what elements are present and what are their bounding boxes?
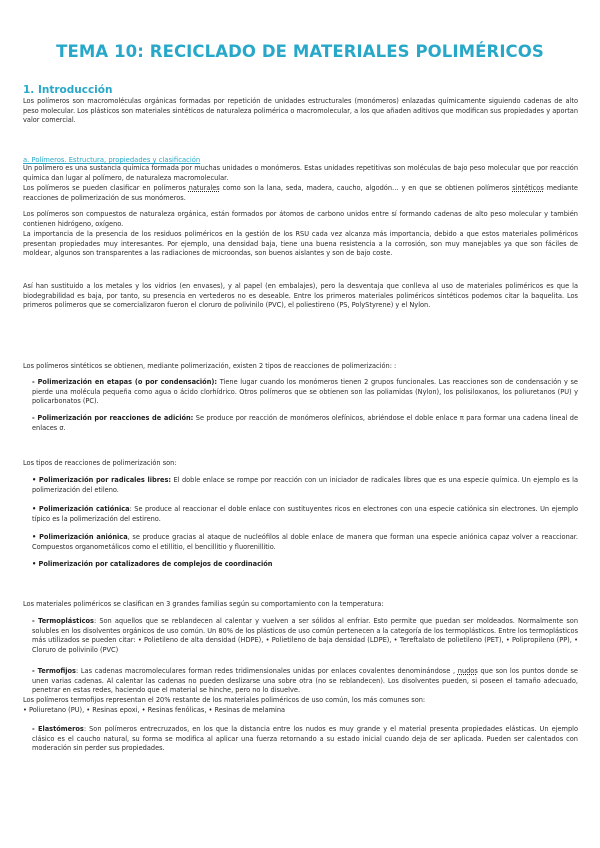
item-text: El doble enlace se rompe por reacción con un iniciador de radicales libres que es una especie química. Un ejemplo es la polimerización del etileno. (32, 476, 578, 494)
item-text: : Son aquellos que se reblandecen al calentar y vuelven a ser sólidos al enfriar. Esto permite que puedan ser moldeados. Normalmente son solubles en los disolventes orgánicos de uso común. Un 80% de los plásticos de uso común pertenecen a la categoría de los termoplásticos. Entre los termoplásticos más utilizados se pueden citar: • Polietileno de alta densidad (HDPE), • Polietileno de baja densidad (LDPE), • Tereftalato de polietileno (PET), • Polipropileno (PP), • Cloruro de polivinilo (PVC) (32, 617, 578, 655)
item-text: , se produce gracias al ataque de nucleófilos al doble enlace de manera que forman una especie aniónica capaz volver a reaccionar. Compuestos organometálicos como el etillitio, el bencillitio y fluorenillitio. (32, 533, 578, 551)
text-fragment: mediante reacciones de polimerización de sus monómeros. (23, 184, 578, 202)
section-heading-introduccion: 1. Introducción (23, 84, 113, 96)
list-item-termoplasticos (32, 617, 578, 656)
list-item-anionica (32, 533, 578, 552)
item-label: - Elastómeros (32, 725, 84, 733)
list-item-cationica (32, 505, 578, 524)
item-label: - Polimerización por reacciones de adición: (32, 414, 194, 422)
item-label: - Termofijos (32, 667, 76, 675)
paragraph-importance: La importancia de la presencia de los residuos poliméricos en la gestión de los RSU cada vez alcanza más importancia, debido a que estos materiales poliméricos presentan propiedades muy interesantes. Por ejemplo, una densidad baja, tiene una buena resistencia a la corrosión, son muy manejables ya que son fáciles de moldear, algunos son transparentes a las radiaciones de microondas, son buenos aislantes y son de bajo coste. (23, 230, 578, 258)
item-label: - Termoplásticos (32, 617, 94, 625)
item-text: : Se produce al reaccionar el doble enlace con sustituyentes ricos en electrones con una especie catiónica sin electrones. Un ejemplo típico es la polimerización del estireno. (32, 505, 578, 523)
item-text: : Las cadenas macromoleculares forman redes tridimensionales unidas por enlaces covalentes denominándose , (75, 667, 458, 675)
text-fragment: Los polímeros se pueden clasificar en polímeros (23, 184, 189, 192)
paragraph-classification (23, 184, 578, 203)
list-item-termofijos (32, 667, 578, 696)
paragraph-types-intro: Los tipos de reacciones de polimerización son: (23, 459, 177, 467)
paragraph-synthesis-intro: Los polímeros sintéticos se obtienen, mediante polimerización, existen 2 tipos de reacciones de polimerización: : (23, 362, 397, 370)
page-title: TEMA 10: RECICLADO DE MATERIALES POLIMÉRICOS (56, 42, 544, 61)
term-naturales: naturales (188, 184, 220, 192)
item-text: : Son polímeros entrecruzados, en los que la distancia entre los nudos es muy grande y el material presenta propiedades elásticas. Un ejemplo clásico es el caucho natural, su forma se modifica al aplicar una fuerza retornando a su estado inicial cuando deja de ser aplicada. Pueden ser calentados con moderación sin perder sus propiedades. (32, 725, 578, 753)
list-item-adicion (32, 414, 578, 433)
item-text: Tiene lugar cuando los monómeros tienen 2 grupos funcionales. Las reacciones son de condensación y se pierde una molécula pequeña como agua o ácido clorhídrico. Otros polímeros que se obtienen son las poliamidas (Nylon), los polisiloxanos, los poliuretanos (PU) y policarbonatos (PC). (32, 378, 578, 406)
item-text: Se produce por reacción de monómeros olefínicos, abriéndose el doble enlace π para formar una cadena lineal de enlaces σ. (32, 414, 578, 432)
term-sinteticos: sintéticos (512, 184, 544, 192)
intro-paragraph: Los polímeros son macromoléculas orgánicas formadas por repetición de unidades estructurales (monómeros) enlazadas químicamente siguiendo cadenas de alto peso molecular. Los plásticos son materiales sintéticos de naturaleza polimérica o macromolecular, a los que añaden aditivos que modifican sus propiedades y aportan valor comercial. (23, 97, 578, 125)
paragraph-substitution: Así han sustituido a los metales y los vidrios (en envases), y al papel (en embalajes), pero la desventaja que conlleva al uso de materiales poliméricos es que la biodegrabilidad es baja, por tanto, su presencia en vertederos no es deseable. Entre los primeros materiales poliméricos sintéticos podemos citar la baquelita. Los primeros polímeros que se comercializaron fueron el cloruro de polivinilo (PVC), el poliestireno (PS, PolyStyrene) y el Nylon. (23, 282, 578, 310)
paragraph-composition: Los polímeros son compuestos de naturaleza orgánica, están formados por átomos de carbono unidos entre sí formando cadenas de alto peso molecular y también contienen hidrógeno, oxígeno. (23, 210, 578, 228)
list-item-radicales (32, 476, 578, 495)
item-label: - Polimerización en etapas (o por condensación): (32, 378, 218, 386)
item-label: • Polimerización aniónica (32, 533, 128, 541)
term-nudos: nudos (457, 667, 478, 675)
item-label: • Polimerización catiónica (32, 505, 130, 513)
paragraph-termofijos-list: • Poliuretano (PU), • Resinas epoxi, • Resinas fenólicas, • Resinas de melamina (23, 706, 286, 714)
list-item-coordinacion (32, 560, 578, 570)
item-text: que son los puntos donde se unen varias cadenas. Al calentar las cadenas no pueden deslizarse una sobre otra (no se reblandecen). Los disolventes pueden, si poseen el tamaño adecuado, penetrar en estas redes, haciendo que el material se hinche, pero no lo disuelve. (32, 667, 578, 695)
paragraph-termofijos-share: Los polímeros termofijos representan el 20% restante de los materiales poliméricos de uso común, los más comunes son: (23, 696, 426, 704)
item-label: • Polimerización por catalizadores de complejos de coordinación (32, 560, 273, 568)
list-item-elastomeros (32, 725, 578, 754)
paragraph-definition: Un polímero es una sustancia química formada por muchas unidades o monómeros. Estas unidades repetitivas son moléculas de bajo peso molecular que por reacción química dan lugar al polímero, de naturaleza macromolecular. (23, 164, 578, 182)
item-label: • Polimerización por radicales libres: (32, 476, 172, 484)
subsection-heading-polimeros: a. Polímeros. Estructura, propiedades y clasificación (23, 156, 201, 164)
list-item-condensacion (32, 378, 578, 407)
paragraph-families-intro: Los materiales poliméricos se clasifican en 3 grandes familias según su comportamiento con la temperatura: (23, 600, 384, 608)
text-fragment: como son la lana, seda, madera, caucho, algodón… y en que se obtienen polímeros (219, 184, 513, 192)
